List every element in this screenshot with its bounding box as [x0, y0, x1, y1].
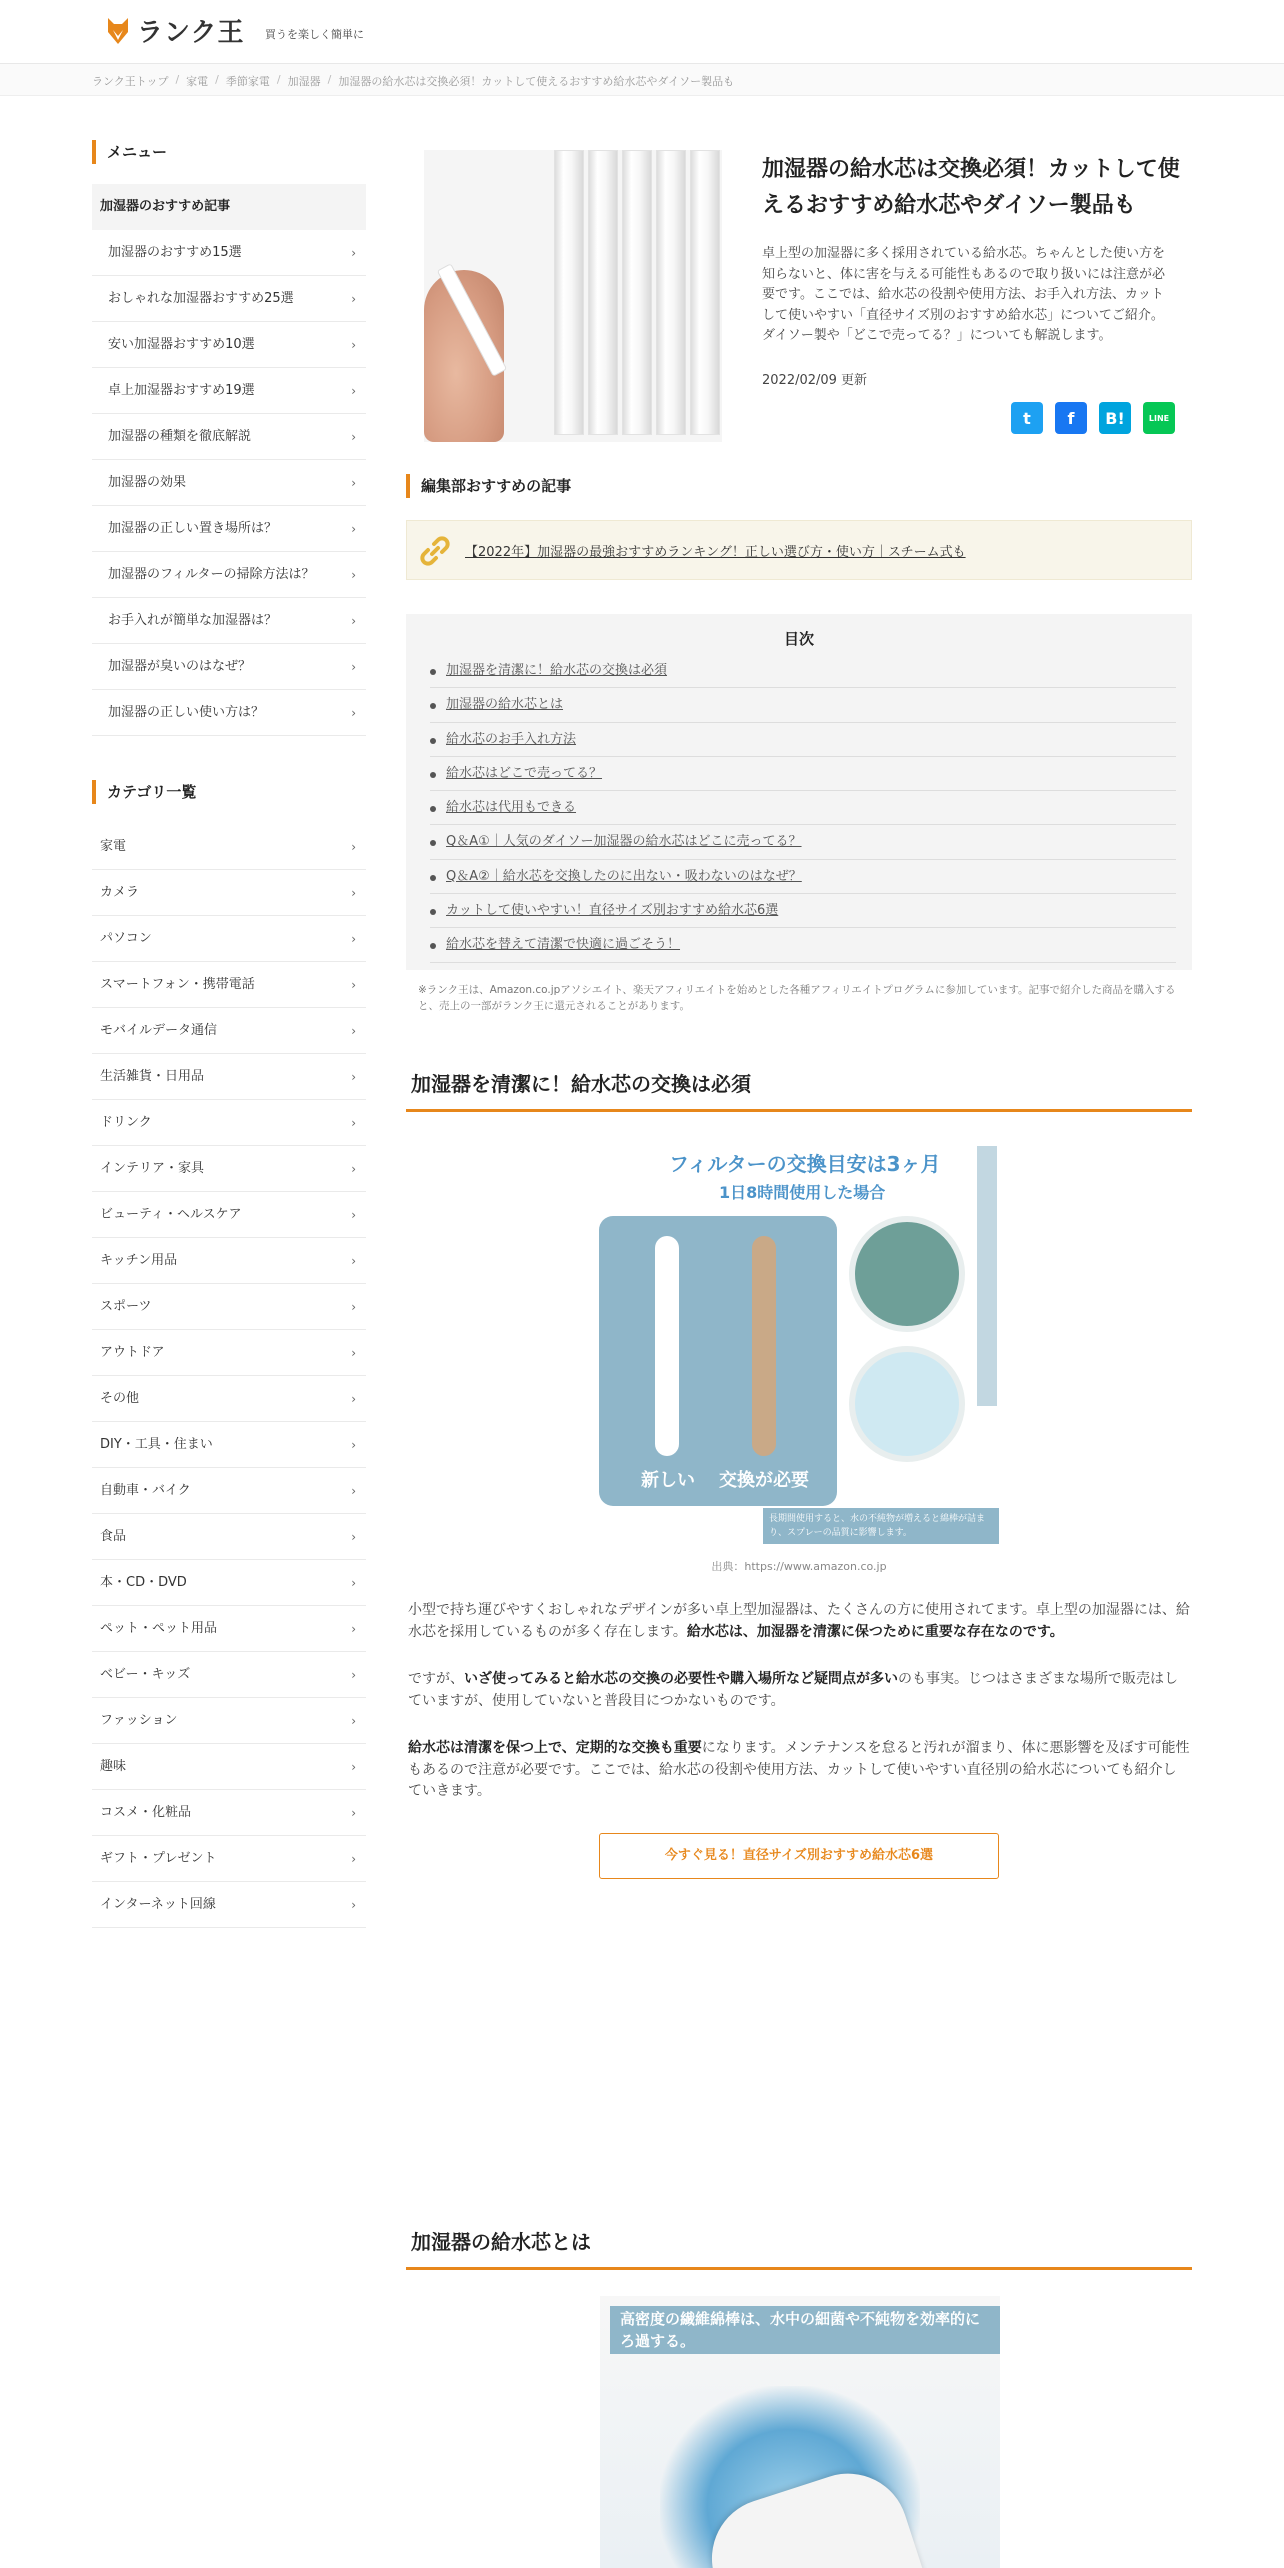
sidebar-category-label: 生活雑貨・日用品: [100, 1069, 205, 1084]
section-heading: 加湿器を清潔に！給水芯の交換は必須: [406, 1068, 1192, 1112]
logo-text: ランク王: [137, 18, 245, 48]
sidebar-category-label: ギフト・プレゼント: [100, 1851, 217, 1866]
sidebar-category-item[interactable]: [92, 1284, 366, 1330]
breadcrumb-separator: /: [215, 73, 219, 86]
sidebar-category-label: インテリア・家具: [100, 1161, 205, 1176]
site-tagline: 買うを楽しく簡単に: [265, 28, 364, 41]
chevron-right-icon: ›: [351, 1208, 356, 1222]
chevron-right-icon: ›: [351, 338, 356, 352]
chevron-right-icon: ›: [351, 476, 356, 490]
wick-figure: [600, 2296, 1000, 2568]
chevron-right-icon: ›: [351, 1300, 356, 1314]
toc-item-link[interactable]: 給水芯のお手入れ方法: [446, 731, 577, 747]
chevron-right-icon: ›: [351, 614, 356, 628]
toc-item-link[interactable]: カットして使いやすい！直径サイズ別おすすめ給水芯6選: [446, 903, 779, 919]
sidebar-category-label: ドリンク: [100, 1115, 152, 1130]
article-updated-date: 2022/02/09 更新: [762, 373, 868, 388]
sidebar-menu-item[interactable]: [92, 506, 366, 552]
sidebar-category-item[interactable]: [92, 1468, 366, 1514]
sidebar-category-item[interactable]: [92, 1146, 366, 1192]
article-title: 加湿器の給水芯は交換必須！カットして使えるおすすめ給水芯やダイソー製品も: [762, 157, 1180, 218]
sidebar-category-item[interactable]: [92, 1100, 366, 1146]
sidebar-menu-item-label: 卓上加湿器おすすめ19選: [108, 383, 255, 398]
sidebar-category-item[interactable]: [92, 1330, 366, 1376]
facebook-share-icon[interactable]: f: [1055, 402, 1087, 434]
sidebar-category-list: [92, 824, 366, 1928]
breadcrumb-item-humidifier[interactable]: 加湿器: [287, 75, 321, 88]
site-logo[interactable]: [105, 12, 244, 49]
article-description: 卓上型の加湿器に多く採用されている給水芯。ちゃんとした使い方を知らないと、体に害を与える可能性もあるので取り扱いには注意が必要です。ここでは、給水芯の役割や使用方法、お手入れ方法、カットして使いやすい「直径サイズ別のおすすめ給水芯」についてご紹介。ダイソー製や「どこで売ってる？」についても解説します。: [762, 246, 1166, 343]
hero-image: [424, 150, 722, 442]
table-of-contents: [406, 614, 1192, 970]
chevron-right-icon: ›: [351, 568, 356, 582]
toc-item[interactable]: [430, 654, 1176, 688]
sidebar-category-item[interactable]: [92, 1054, 366, 1100]
chevron-right-icon: ›: [351, 1760, 356, 1774]
chevron-right-icon: ›: [351, 1254, 356, 1268]
chevron-right-icon: ›: [351, 1898, 356, 1912]
sidebar-category-item[interactable]: [92, 824, 366, 870]
toc-item-link[interactable]: Q＆A①｜人気のダイソー加湿器の給水芯はどこに売ってる？: [446, 834, 802, 850]
sidebar-category-item[interactable]: [92, 1698, 366, 1744]
sidebar-category-item[interactable]: [92, 1744, 366, 1790]
figure-vertical-text: [977, 1146, 997, 1406]
chevron-right-icon: ›: [351, 886, 356, 900]
figure-circle-water: [849, 1346, 965, 1462]
toc-item[interactable]: [430, 757, 1176, 791]
sidebar-category-item[interactable]: [92, 1836, 366, 1882]
chevron-right-icon: ›: [351, 1484, 356, 1498]
site-header: [0, 0, 1284, 64]
sidebar-category-label: 本・CD・DVD: [100, 1575, 187, 1590]
sidebar-category-label: ベビー・キッズ: [100, 1667, 191, 1682]
section-heading: 加湿器の給水芯とは: [406, 2226, 1192, 2270]
sidebar-category-label: ペット・ペット用品: [100, 1621, 218, 1636]
sidebar-menu-item-label: 加湿器の正しい使い方は？: [108, 705, 265, 720]
chevron-right-icon: ›: [351, 978, 356, 992]
chevron-right-icon: ›: [351, 1622, 356, 1636]
sidebar-category-label: インターネット回線: [100, 1897, 216, 1912]
sidebar-category-label: 自動車・バイク: [100, 1483, 191, 1498]
recommend-article-link[interactable]: 【2022年】加湿器の最強おすすめランキング！正しい選び方・使い方｜スチーム式も: [465, 545, 966, 560]
breadcrumb: [0, 64, 1284, 96]
sidebar-category-item[interactable]: [92, 1882, 366, 1928]
chevron-right-icon: ›: [351, 1576, 356, 1590]
chevron-right-icon: ›: [351, 1852, 356, 1866]
toc-item-link[interactable]: 給水芯はどこで売ってる？: [446, 765, 603, 781]
line-share-icon[interactable]: LINE: [1143, 402, 1175, 434]
figure-circle-hand: [849, 1216, 965, 1332]
chevron-right-icon: ›: [351, 1806, 356, 1820]
toc-item[interactable]: [430, 723, 1176, 757]
sidebar-menu-item-label: お手入れが簡単な加湿器は？: [108, 613, 278, 628]
breadcrumb-item-top[interactable]: ランク王トップ: [92, 75, 169, 88]
sidebar-category-label: キッチン用品: [100, 1253, 178, 1268]
sidebar-menu-item-label: 加湿器が臭いのはなぜ？: [108, 659, 252, 674]
paragraph: 小型で持ち運びやすくおしゃれなデザインが多い卓上型加湿器は、たくさんの方に使用されてます。卓上型の加湿器には、給水芯を採用しているものが多く存在します。給水芯は、加湿器を清潔に保つために重要な存在なのです。: [408, 1602, 1190, 1640]
chevron-right-icon: ›: [351, 660, 356, 674]
sidebar-menu-item[interactable]: [92, 368, 366, 414]
sidebar-menu-item[interactable]: [92, 644, 366, 690]
chevron-right-icon: ›: [351, 1392, 356, 1406]
sidebar-category-item[interactable]: [92, 1514, 366, 1560]
sidebar-category-label: パソコン: [100, 931, 152, 946]
sidebar-menu-head[interactable]: 加湿器のおすすめ記事: [92, 184, 366, 230]
sidebar-menu-item-label: 加湿器のフィルターの掃除方法は？: [108, 567, 315, 582]
sidebar-category-item[interactable]: [92, 1652, 366, 1698]
sidebar-category-label: その他: [100, 1391, 140, 1406]
recommend-box: [406, 520, 1192, 580]
chevron-right-icon: ›: [351, 706, 356, 720]
toc-item[interactable]: [430, 860, 1176, 894]
chevron-right-icon: ›: [351, 1530, 356, 1544]
link-icon: [419, 535, 451, 567]
twitter-share-icon[interactable]: t: [1011, 402, 1043, 434]
toc-item[interactable]: [430, 688, 1176, 722]
image-credit: 出典：https://www.amazon.co.jp: [711, 1560, 887, 1573]
toc-item-link[interactable]: 給水芯は代用もできる: [446, 800, 577, 816]
chevron-right-icon: ›: [351, 1438, 356, 1452]
chevron-right-icon: ›: [351, 1162, 356, 1176]
figure-label-replace: 交換が必要: [719, 1470, 809, 1491]
figure-subtitle: 1日8時間使用した場合: [719, 1183, 886, 1202]
sidebar-category-item[interactable]: [92, 916, 366, 962]
breadcrumb-separator: /: [175, 73, 180, 86]
figure-panel: [599, 1216, 837, 1506]
toc-item[interactable]: [430, 928, 1176, 962]
sidebar: [92, 140, 366, 1928]
sidebar-category-item[interactable]: [92, 1192, 366, 1238]
sidebar-category-item[interactable]: [92, 1422, 366, 1468]
toc-item[interactable]: [430, 791, 1176, 825]
chevron-right-icon: ›: [351, 1714, 356, 1728]
sidebar-category-label: ビューティ・ヘルスケア: [100, 1207, 242, 1222]
figure-title: フィルターの交換目安は3ヶ月: [669, 1152, 941, 1176]
sidebar-category-item[interactable]: [92, 962, 366, 1008]
sidebar-category-item[interactable]: [92, 1606, 366, 1652]
sidebar-menu-item[interactable]: [92, 414, 366, 460]
hatena-bookmark-icon[interactable]: B!: [1099, 402, 1131, 434]
sidebar-category-item[interactable]: [92, 1376, 366, 1422]
sidebar-category-label: アウトドア: [100, 1345, 165, 1360]
article-hero: [406, 140, 1192, 450]
sidebar-menu-item-label: 加湿器の効果: [108, 475, 187, 490]
toc-item[interactable]: [430, 825, 1176, 859]
sidebar-category-item[interactable]: [92, 1238, 366, 1284]
sidebar-category-label: 食品: [100, 1529, 127, 1544]
chevron-right-icon: ›: [351, 430, 356, 444]
paragraph: ですが、いざ使ってみると給水芯の交換の必要性や購入場所など疑問点が多いのも事実。じつはさまざまな場所で販売はしていますが、使用していないと普段目につかないものです。: [408, 1671, 1178, 1709]
sidebar-menu-title: メニュー: [92, 140, 366, 164]
sidebar-menu-item-label: 安い加湿器おすすめ10選: [108, 337, 255, 352]
breadcrumb-separator: /: [327, 73, 332, 86]
breadcrumb-item-seasonal[interactable]: 季節家電: [225, 75, 270, 88]
sidebar-menu-item-label: 加湿器の種類を徹底解説: [108, 429, 252, 444]
sidebar-menu-item[interactable]: [92, 460, 366, 506]
sidebar-category-label: カメラ: [100, 885, 140, 900]
main-content: [406, 140, 1192, 1879]
sidebar-menu-item-label: おしゃれな加湿器おすすめ25選: [108, 291, 294, 306]
sidebar-category-item[interactable]: [92, 1790, 366, 1836]
sidebar-menu-item[interactable]: [92, 690, 366, 736]
chevron-right-icon: ›: [351, 292, 356, 306]
chevron-right-icon: ›: [351, 932, 356, 946]
recommend-section-label: 編集部おすすめの記事: [406, 474, 1192, 498]
cta-button[interactable]: 今すぐ見る！直径サイズ別おすすめ給水芯6選: [599, 1833, 999, 1879]
sidebar-category-label: ファッション: [100, 1713, 178, 1728]
fox-logo-icon: [105, 14, 131, 48]
sidebar-menu-item[interactable]: [92, 230, 366, 276]
breadcrumb-separator: /: [276, 73, 281, 86]
chevron-right-icon: ›: [351, 1668, 356, 1682]
sidebar-category-item[interactable]: [92, 870, 366, 916]
sidebar-category-label: コスメ・化粧品: [100, 1805, 192, 1820]
filter-replacement-figure: [599, 1146, 999, 1546]
sidebar-category-label: DIY・工具・住まい: [100, 1437, 213, 1452]
chevron-right-icon: ›: [351, 1346, 356, 1360]
chevron-right-icon: ›: [351, 384, 356, 398]
toc-title: 目次: [783, 630, 814, 648]
sidebar-category-title: カテゴリ一覧: [92, 780, 366, 804]
sidebar-menu-item-label: 加湿器のおすすめ15選: [108, 245, 242, 260]
chevron-right-icon: ›: [351, 840, 356, 854]
sidebar-category-label: スポーツ: [100, 1299, 152, 1314]
toc-item-link[interactable]: 加湿器を清潔に！給水芯の交換は必須: [446, 663, 668, 678]
sidebar-category-item[interactable]: [92, 1008, 366, 1054]
chevron-right-icon: ›: [351, 1024, 356, 1038]
toc-item-link[interactable]: 給水芯を替えて清潔で快適に過ごそう！: [446, 937, 681, 953]
figure-caption: 高密度の繊維綿棒は、水中の細菌や不純物を効率的にろ過する。: [610, 2306, 1000, 2354]
toc-list: [430, 654, 1176, 963]
sidebar-category-label: 家電: [100, 839, 127, 854]
sidebar-menu-item-label: 加湿器の正しい置き場所は？: [108, 521, 278, 536]
sidebar-menu-item[interactable]: [92, 322, 366, 368]
chevron-right-icon: ›: [351, 246, 356, 260]
sidebar-menu-list: [92, 230, 366, 736]
sidebar-category-label: モバイルデータ通信: [100, 1023, 218, 1038]
sidebar-category-item[interactable]: [92, 1560, 366, 1606]
sidebar-category-label: スマートフォン・携帯電話: [100, 977, 255, 992]
toc-item-link[interactable]: Q＆A②｜給水芯を交換したのに出ない・吸わないのはなぜ？: [446, 868, 802, 884]
affiliate-disclaimer: ※ランク王は、Amazon.co.jpアソシエイト、楽天アフィリエイトを始めとした各種アフィリエイトプログラムに参加しています。記事で紹介した商品を購入すると、売上の一部がランク王に還元されることがあります。: [418, 984, 1176, 1012]
toc-item[interactable]: [430, 894, 1176, 928]
sidebar-menu-item[interactable]: [92, 276, 366, 322]
paragraph: 給水芯は清潔を保つ上で、定期的な交換も重要になります。メンテナンスを怠ると汚れが溜まり、体に悪影響を及ぼす可能性もあるので注意が必要です。ここでは、給水芯の役割や使用方法、カットして使いやすい直径別の給水芯についても紹介していきます。: [408, 1740, 1190, 1799]
figure-label-new: 新しい: [641, 1470, 695, 1491]
toc-item-link[interactable]: 加湿器の給水芯とは: [446, 697, 564, 713]
sidebar-menu-item[interactable]: [92, 598, 366, 644]
chevron-right-icon: ›: [351, 1116, 356, 1130]
breadcrumb-item-appliances[interactable]: 家電: [186, 75, 209, 88]
chevron-right-icon: ›: [351, 522, 356, 536]
sidebar-menu-item[interactable]: [92, 552, 366, 598]
figure-note: 長期間使用すると、水の不純物が増えると綿棒が詰まり、スプレーの品質に影響します。: [763, 1508, 999, 1544]
sidebar-category-label: 趣味: [100, 1759, 127, 1774]
chevron-right-icon: ›: [351, 1070, 356, 1084]
breadcrumb-current: 加湿器の給水芯は交換必須！カットして使えるおすすめ給水芯やダイソー製品も: [338, 75, 735, 88]
